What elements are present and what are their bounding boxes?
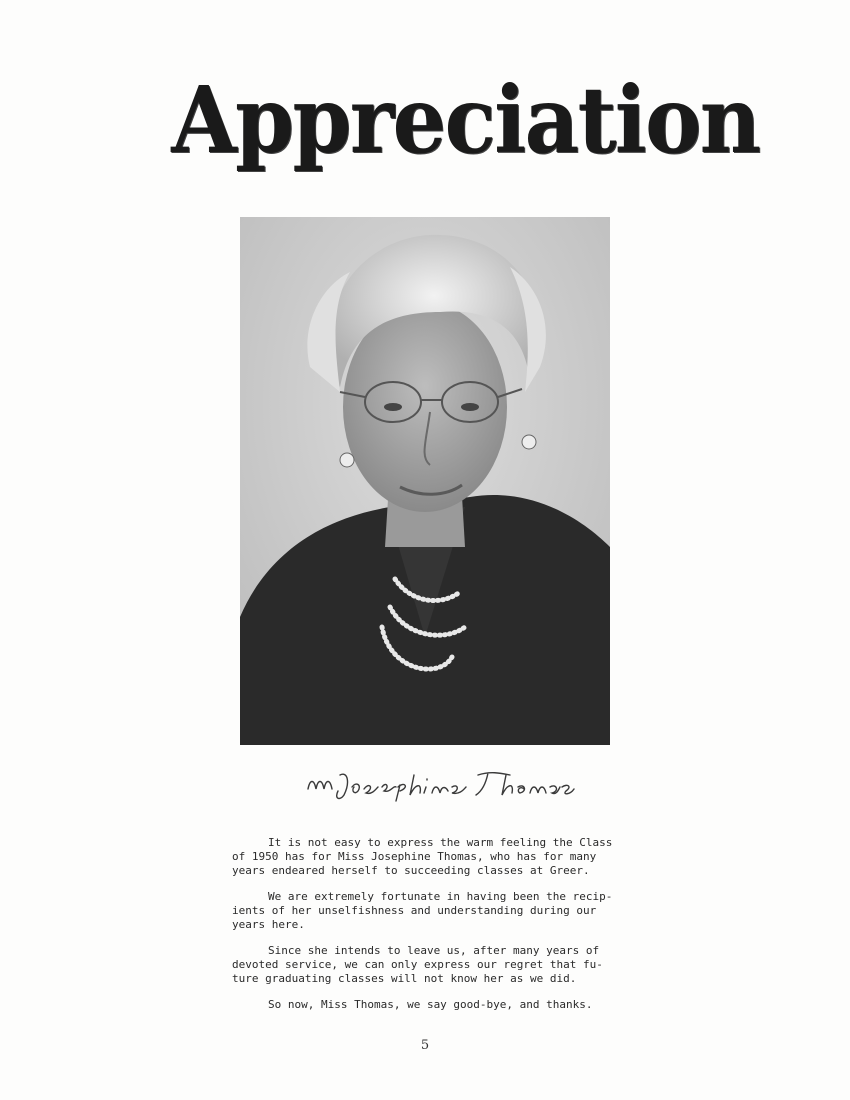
portrait-photo — [240, 217, 610, 745]
signature-image — [300, 765, 580, 805]
paragraph: It is not easy to express the warm feeling the Class of 1950 has for Miss Josephine Thomas, who has for many years endeared herself to succeeding classes at Greer. — [232, 836, 613, 877]
paragraph: So now, Miss Thomas, we say good-bye, and thanks. — [268, 998, 593, 1011]
portrait-image — [240, 217, 610, 745]
paragraph: We are extremely fortunate in having been the recip- ients of her unselfishness and understanding during our years here. — [232, 890, 613, 931]
appreciation-text — [232, 836, 632, 1024]
paragraph: Since she intends to leave us, after many years of devoted service, we can only express our regret that fu- ture graduating classes will not know her as we did. — [232, 944, 603, 985]
page-number: 5 — [420, 1038, 430, 1053]
page-title: Appreciation — [171, 66, 760, 174]
handwritten-signature — [300, 765, 580, 805]
